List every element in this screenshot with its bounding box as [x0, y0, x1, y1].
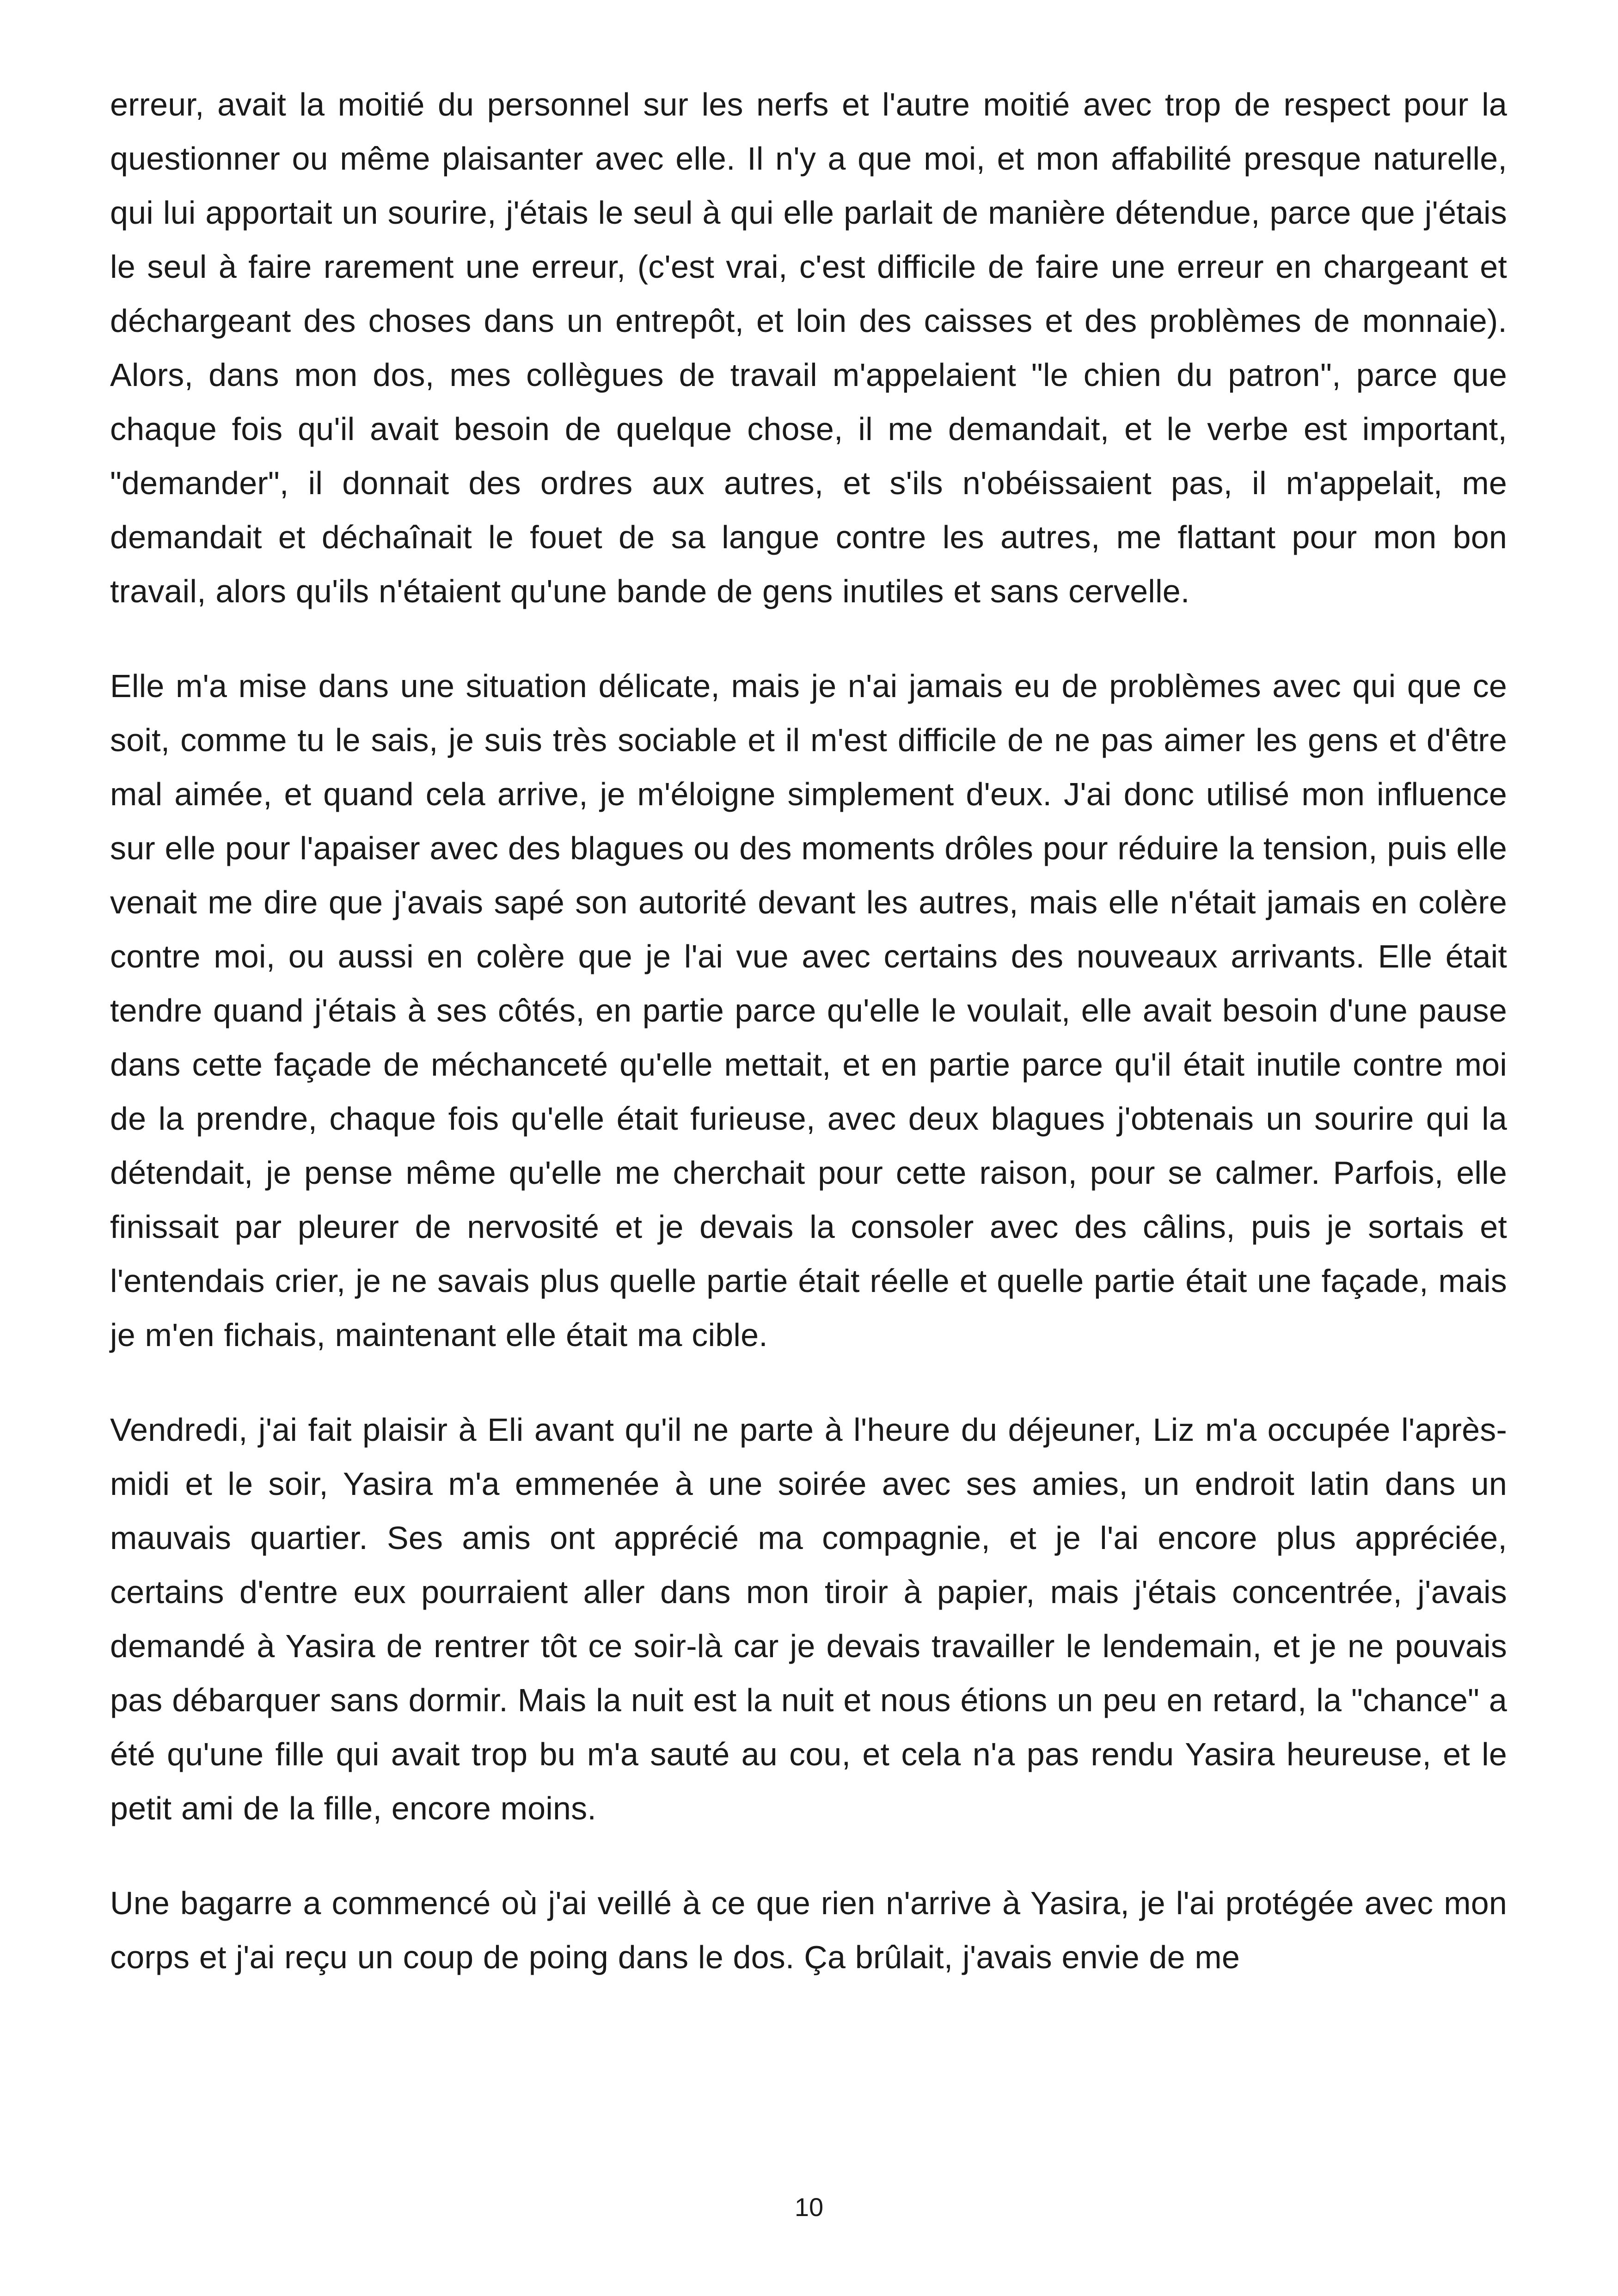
paragraph: Vendredi, j'ai fait plaisir à Eli avant qu'il ne parte à l'heure du déjeuner, Liz m'a occupée l'après-midi et le soir, Yasira m'a emmenée à une soirée avec ses amies, un endroit latin dans un mauvais quartier. Ses amis ont apprécié ma compagnie, et je l'ai encore plus appréciée, certains d'entre eux pourraient aller dans mon tiroir à papier, mais j'étais concentrée, j'avais demandé à Yasira de rentrer tôt ce soir-là car je devais travailler le lendemain, et je ne pouvais pas débarquer sans dormir. Mais la nuit est la nuit et nous étions un peu en retard, la "chance" a été qu'une fille qui avait trop bu m'a sauté au cou, et cela n'a pas rendu Yasira heureuse, et le petit ami de la fille, encore moins.	[110, 1412, 1507, 1826]
paragraph: Elle m'a mise dans une situation délicate, mais je n'ai jamais eu de problèmes avec qui que ce soit, comme tu le sais, je suis très sociable et il m'est difficile de ne pas aimer les gens et d'être mal aimée, et quand cela arrive, je m'éloigne simplement d'eux. J'ai donc utilisé mon influence sur elle pour l'apaiser avec des blagues ou des moments drôles pour réduire la tension, puis elle venait me dire que j'avais sapé son autorité devant les autres, mais elle n'était jamais en colère contre moi, ou aussi en colère que je l'ai vue avec certains des nouveaux arrivants. Elle était tendre quand j'étais à ses côtés, en partie parce qu'elle le voulait, elle avait besoin d'une pause dans cette façade de méchanceté qu'elle mettait, et en partie parce qu'il était inutile contre moi de la prendre, chaque fois qu'elle était furieuse, avec deux blagues j'obtenais un sourire qui la détendait, je pense même qu'elle me cherchait pour cette raison, pour se calmer. Parfois, elle finissait par pleurer de nervosité et je devais la consoler avec des câlins, puis je sortais et l'entendais crier, je ne savais plus quelle partie était réelle et quelle partie était une façade, mais je m'en fichais, maintenant elle était ma cible.	[110, 668, 1507, 1353]
paragraph: Une bagarre a commencé où j'ai veillé à ce que rien n'arrive à Yasira, je l'ai protégée avec mon corps et j'ai reçu un coup de poing dans le dos. Ça brûlait, j'avais envie de me	[110, 1885, 1507, 1975]
body-text	[110, 78, 1507, 2025]
paragraph: erreur, avait la moitié du personnel sur les nerfs et l'autre moitié avec trop de respect pour la questionner ou même plaisanter avec elle. Il n'y a que moi, et mon affabilité presque naturelle, qui lui apportait un sourire, j'étais le seul à qui elle parlait de manière détendue, parce que j'étais le seul à faire rarement une erreur, (c'est vrai, c'est difficile de faire une erreur en chargeant et déchargeant des choses dans un entrepôt, et loin des caisses et des problèmes de monnaie). Alors, dans mon dos, mes collègues de travail m'appelaient "le chien du patron", parce que chaque fois qu'il avait besoin de quelque chose, il me demandait, et le verbe est important, "demander", il donnait des ordres aux autres, et s'ils n'obéissaient pas, il m'appelait, me demandait et déchaînait le fouet de sa langue contre les autres, me flattant pour mon bon travail, alors qu'ils n'étaient qu'une bande de gens inutiles et sans cervelle.	[110, 86, 1507, 609]
page-number: 10	[794, 2192, 824, 2222]
